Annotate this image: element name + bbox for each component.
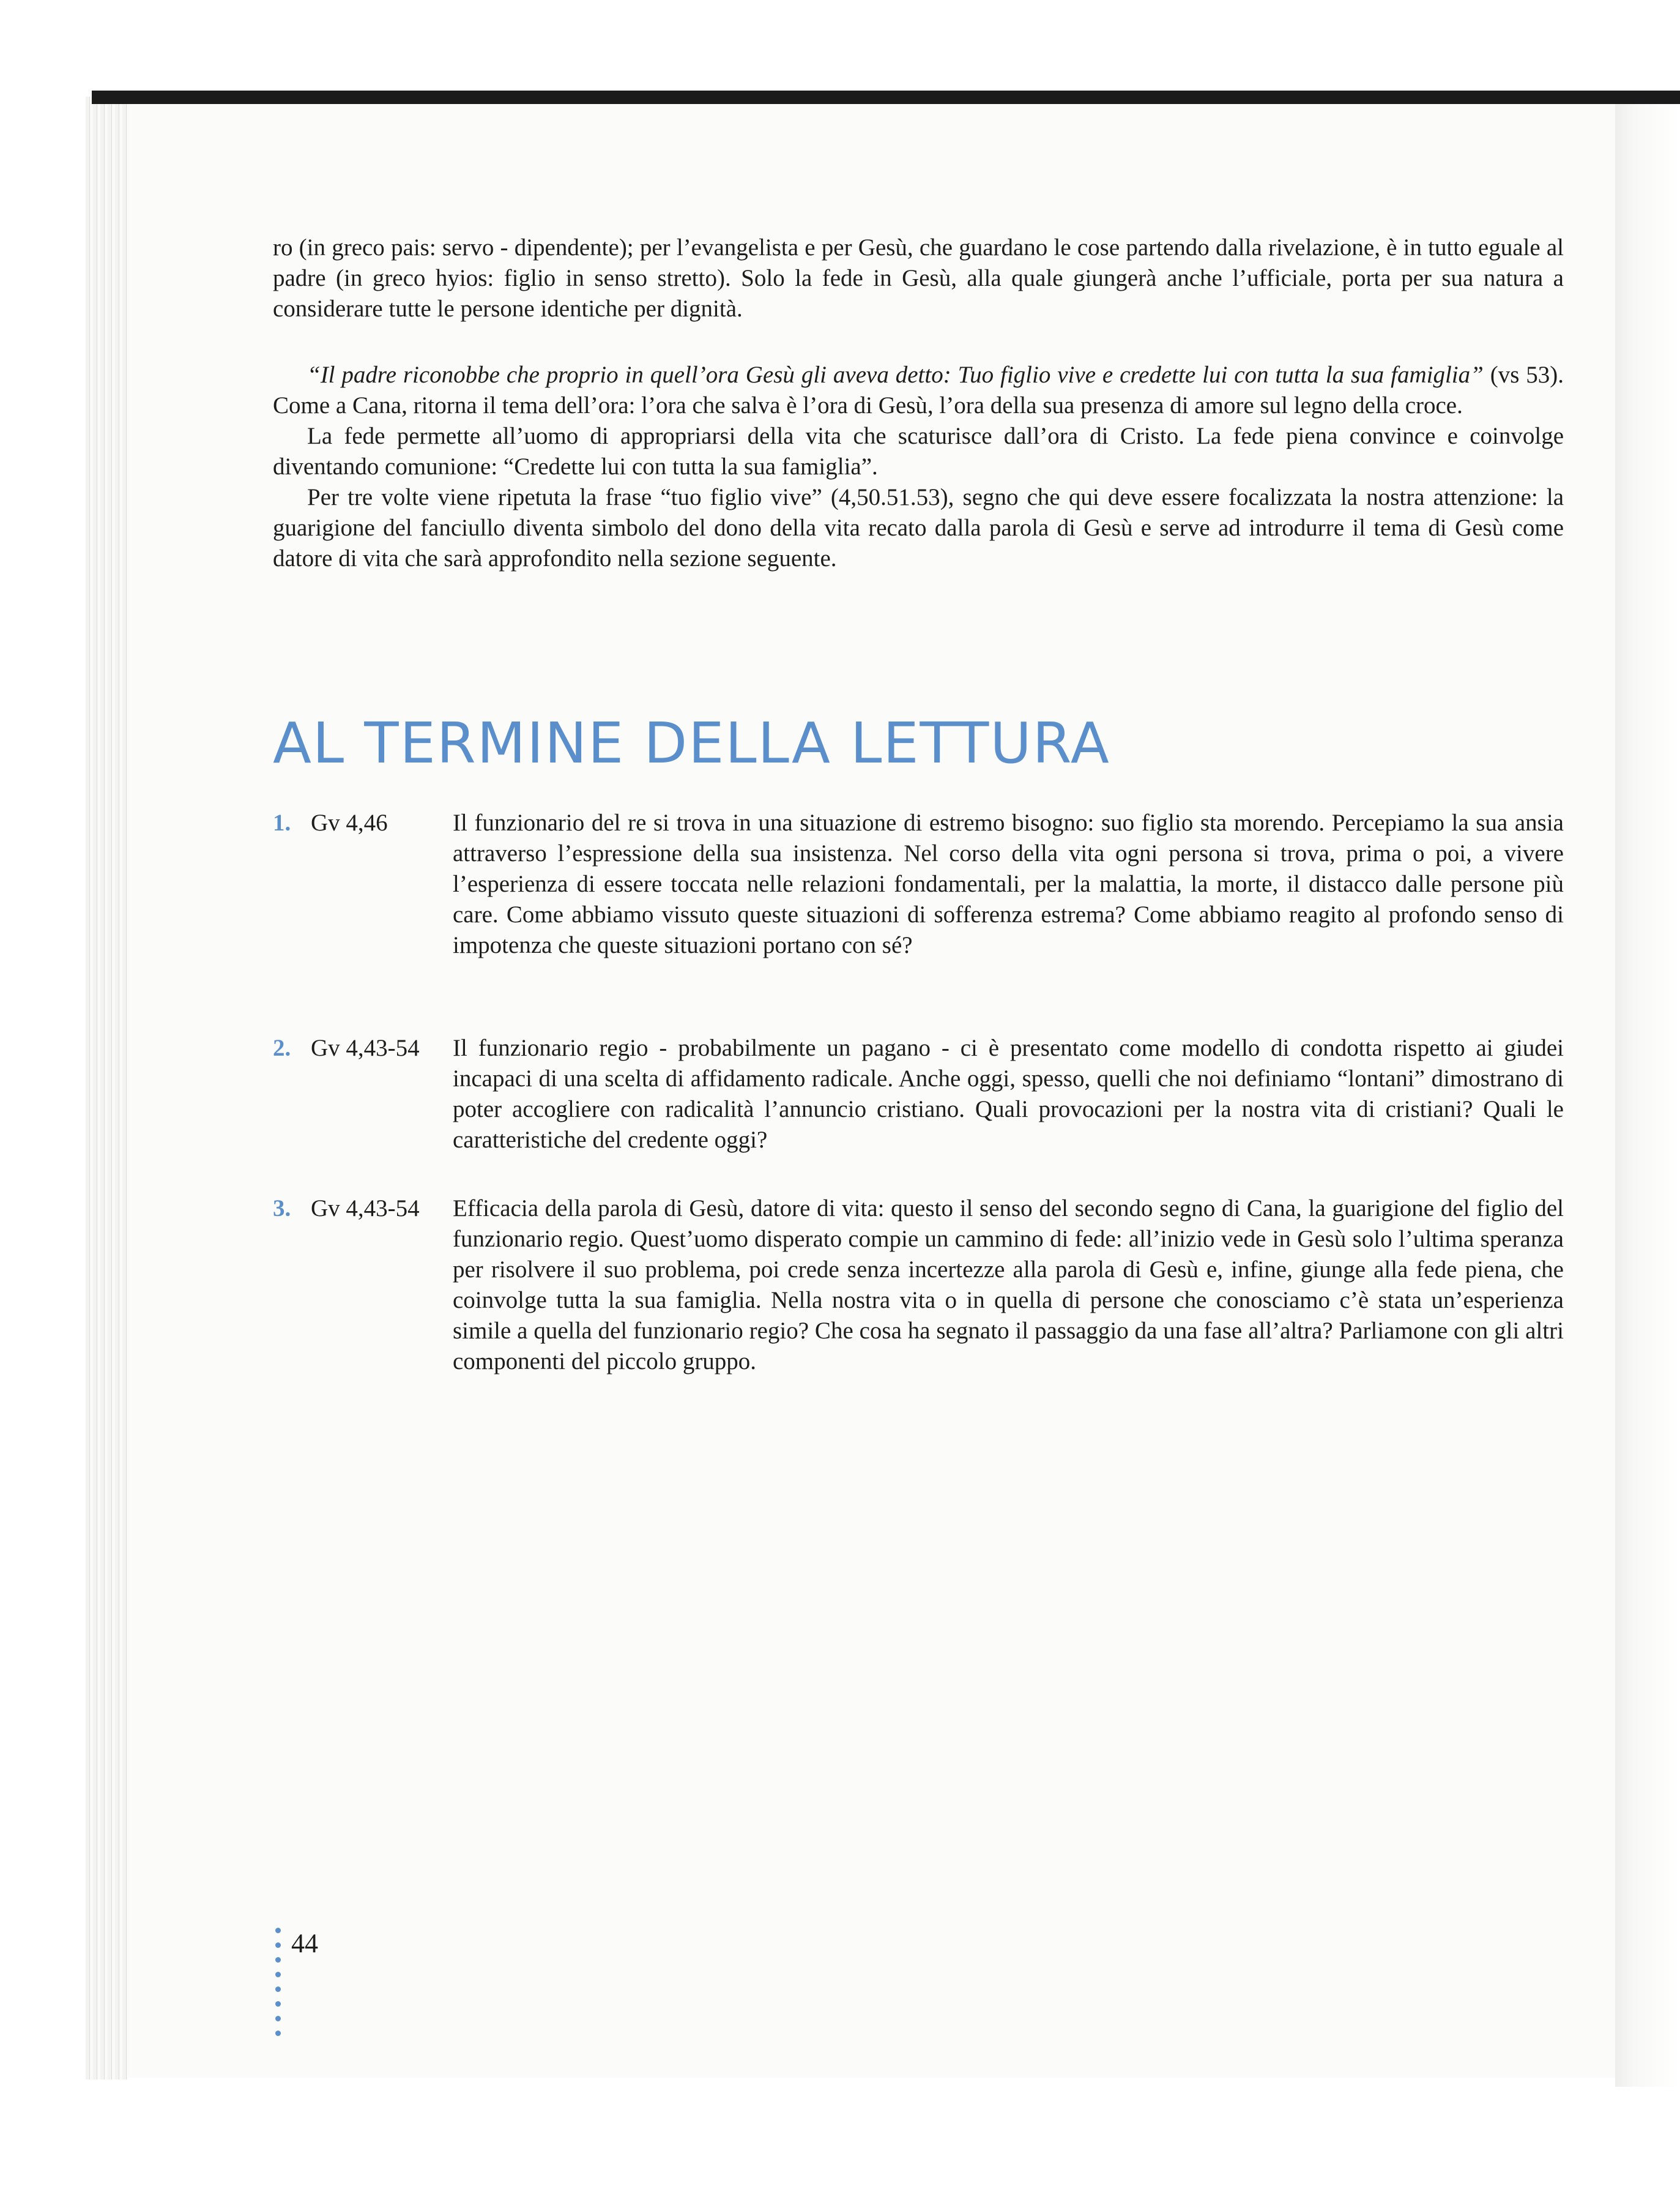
faith-paragraph: La fede permette all’uomo di appropriarsi della vita che scaturisce dall’ora di Cristo. La fede piena convince e coinvolge diventando comunione: “Credette lui con tutta la sua famiglia”. <box>273 423 1564 480</box>
page-number: 44 <box>291 1928 318 1958</box>
page-gutter-shadow <box>1615 104 1680 2087</box>
intro-paragraph: ro (in greco pais: servo - dipendente); per l’evangelista e per Gesù, che guardano le cose partendo dalla rivelazione, è in tutto eguale al padre (in greco hyios: figlio in senso stretto). Solo la fede in Gesù, alla quale giungerà anche l’ufficiale, porta per sua natura a considerare tutte le persone identiche per dignità. <box>273 234 1564 322</box>
book-cover-edge <box>92 91 1680 104</box>
question-number: 2. <box>273 1035 291 1061</box>
question-reference: Gv 4,46 <box>311 810 388 836</box>
quote-section <box>273 360 1564 574</box>
book-page-edges <box>86 97 128 2079</box>
quote-paragraph <box>273 360 1564 421</box>
intro-section <box>273 233 1564 324</box>
question-text: Efficacia della parola di Gesù, datore di vita: questo il senso del secondo segno di Cana, la guarigione del figlio del funzionario regio. Quest’uomo disperato compie un cammino di fede: all’inizio vede in Gesù solo l’ultima speranza per risolvere il suo problema, poi crede senza incertezze alla parola di Gesù e, infine, giunge alla fede piena, che coinvolge tutta la sua famiglia. Nella nostra vita o in quella di persone che conosciamo c’è stata un’esperienza simile a quella del funzionario regio? Che cosa ha segnato il passaggio da una fase all’altra? Parliamone con gli altri componenti del piccolo gruppo. <box>453 1195 1564 1374</box>
quote-text: “Il padre riconobbe che proprio in quell’ora Gesù gli aveva detto: Tuo figlio vive e credette lui con tutta la sua famiglia” <box>307 362 1484 388</box>
question-text: Il funzionario regio - probabilmente un pagano - ci è presentato come modello di condotta rispetto ai giudei incapaci di una scelta di affidamento radicale. Anche oggi, spesso, quelli che noi definiamo “lontani” dimostrano di poter accogliere con radicalità l’annuncio cristiano. Quali provocazioni per la nostra vita di cristiani? Quali le caratteristiche del credente oggi? <box>453 1035 1564 1153</box>
question-reference: Gv 4,43-54 <box>311 1035 420 1061</box>
repetition-paragraph: Per tre volte viene ripetuta la frase “tuo figlio vive” (4,50.51.53), segno che qui deve essere focalizzata la nostra attenzione: la guarigione del fanciullo diventa simbolo del dono della vita recato dalla parola di Gesù e serve ad introdurre il tema di Gesù come datore di vita che sarà approfondito nella sezione seguente. <box>273 484 1564 572</box>
page-number-dots-decoration <box>275 1928 283 2075</box>
section-title: AL TERMINE DELLA LETTURA <box>273 711 1110 776</box>
question-number: 1. <box>273 810 291 836</box>
question-number: 3. <box>273 1195 291 1221</box>
question-reference: Gv 4,43-54 <box>311 1195 420 1221</box>
quote-commentary: (vs 53). Come a Cana, ritorna il tema dell’ora: l’ora che salva è l’ora di Gesù, l’ora della sua presenza di amore sul legno della croce. <box>273 362 1564 419</box>
question-text: Il funzionario del re si trova in una situazione di estremo bisogno: suo figlio sta morendo. Percepiamo la sua ansia attraverso l’espressione della sua insistenza. Nel corso della vita ogni persona si trova, prima o poi, a vivere l’esperienza di essere toccata nelle relazioni fondamentali, per la malattia, la morte, il distacco dalle persone più care. Come abbiamo vissuto queste situazioni di sofferenza estrema? Come abbiamo reagito al profondo senso di impotenza che queste situazioni portano con sé? <box>453 810 1564 958</box>
